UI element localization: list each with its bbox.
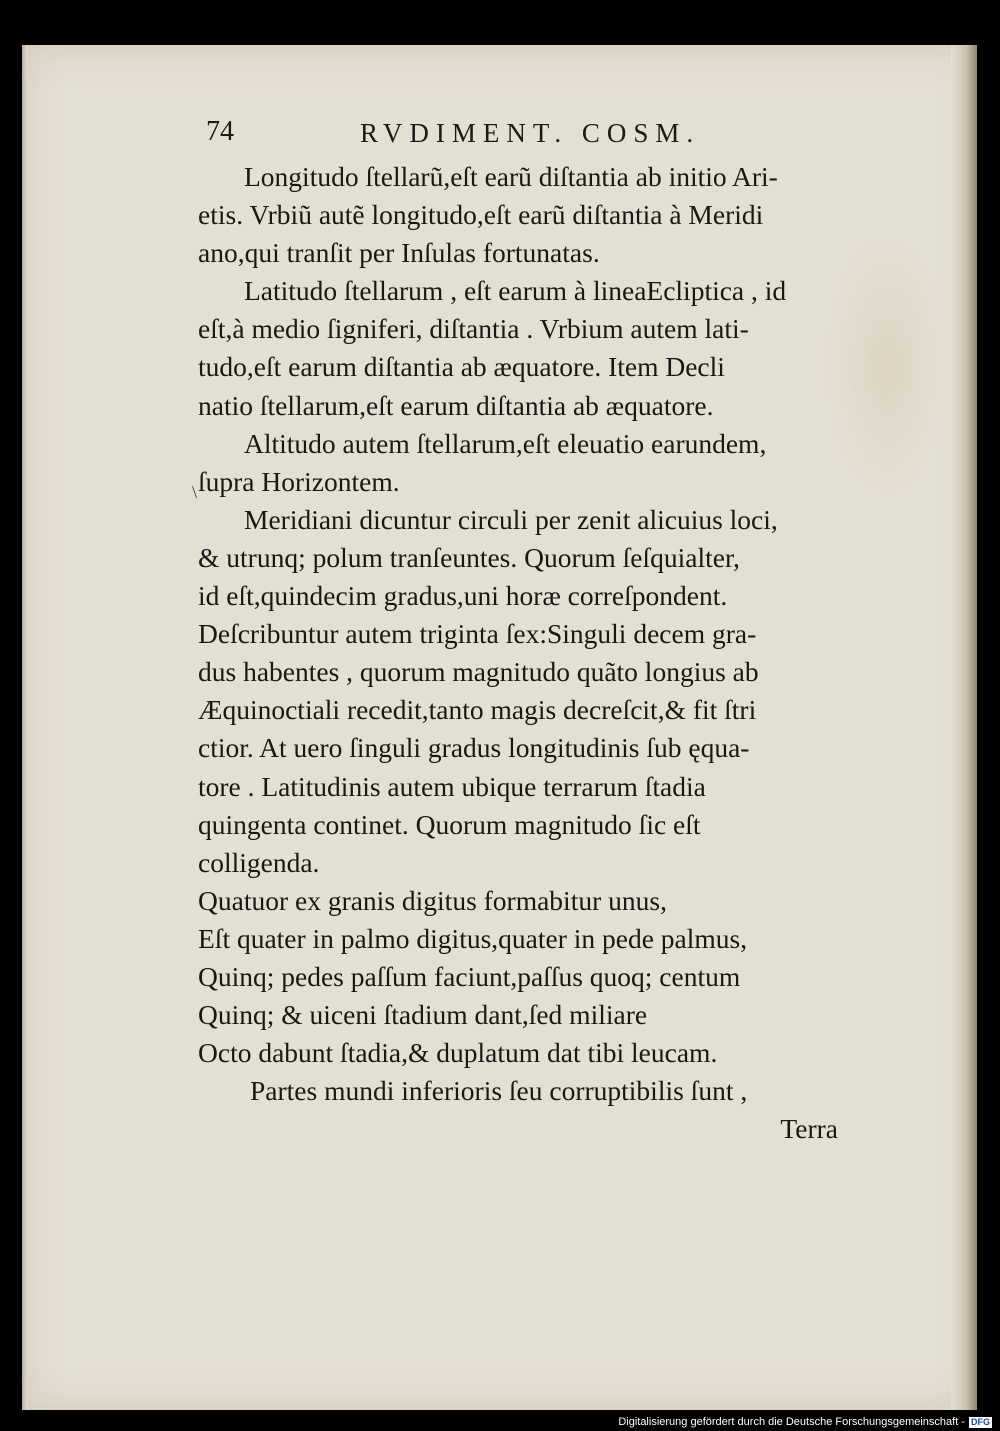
- text-line: colligenda.: [198, 846, 320, 878]
- text-line: Deſcribuntur autem triginta ſex:Singuli decem gra-: [198, 618, 757, 650]
- digitization-credit: [618, 1414, 992, 1431]
- catchword: Terra: [780, 1113, 838, 1145]
- text-line: Latitudo ſtellarum , eſt earum à lineaEcliptica , id: [244, 275, 787, 307]
- page-edge-right: [951, 45, 977, 1410]
- text-line: dus habentes , quorum magnitudo quãto longius ab: [198, 656, 759, 688]
- margin-mark: \: [192, 482, 198, 502]
- verse-line: Quinq; & uiceni ſtadium dant,ſed miliare: [198, 999, 648, 1031]
- verse-line: Octo dabunt ſtadia,& duplatum dat tibi leucam.: [198, 1037, 718, 1069]
- text-line: tore . Latitudinis autem ubique terrarum ſtadia: [198, 770, 706, 802]
- page-edge-left: [22, 45, 28, 1410]
- text-line: quingenta continet. Quorum magnitudo ſic eſt: [198, 808, 701, 840]
- verse-line: Eſt quater in palmo digitus,quater in pede palmus,: [198, 922, 748, 954]
- credit-text: Digitalisierung gefördert durch die Deutsche Forschungsgemeinschaft -: [618, 1416, 965, 1428]
- text-line: eſt,à medio ſigniferi, diſtantia . Vrbium autem lati-: [198, 313, 749, 345]
- dfg-logo: DFG: [971, 1417, 990, 1427]
- text-line: tudo,eſt earum diſtantia ab æquatore. Item Decli: [198, 351, 725, 383]
- text-line: Longitudo ſtellarũ,eſt earũ diſtantia ab initio Ari-: [244, 161, 778, 192]
- running-head: RVDIMENT. COSM.: [360, 118, 701, 148]
- text-line: etis. Vrbiũ autẽ longitudo,eſt earũ diſtantia à Meridi: [198, 199, 764, 231]
- text-line: ctior. At uero ſinguli gradus longitudinis ſub ęqua-: [198, 732, 750, 764]
- text-line: id eſt,quindecim gradus,uni horæ correſpondent.: [198, 580, 728, 612]
- verse-line: Quatuor ex granis digitus formabitur unus,: [198, 884, 667, 916]
- text-line: Partes mundi inferioris ſeu corruptibilis ſunt ,: [250, 1075, 748, 1107]
- text-line: natio ſtellarum,eſt earum diſtantia ab æquatore.: [198, 389, 714, 421]
- verse-line: Quinq; pedes paſſum faciunt,paſſus quoq; centum: [198, 960, 741, 992]
- text-line: Meridiani dicuntur circuli per zenit alicuius loci,: [244, 503, 778, 535]
- text-line: Altitudo autem ſtellarum,eſt eleuatio earundem,: [244, 427, 767, 459]
- text-line: & utrunq; polum tranſeuntes. Quorum ſeſquialter,: [198, 541, 740, 573]
- paper-stain: [827, 235, 947, 495]
- text-line: Æquinoctiali recedit,tanto magis decreſcit,& fit ſtri: [198, 694, 757, 726]
- page-header: [206, 116, 786, 156]
- text-line: ſupra Horizontem.: [198, 465, 400, 497]
- page-number: 74: [206, 116, 234, 147]
- text-line: ano,qui tranſit per Inſulas fortunatas.: [198, 237, 600, 269]
- body-text: [198, 158, 838, 1148]
